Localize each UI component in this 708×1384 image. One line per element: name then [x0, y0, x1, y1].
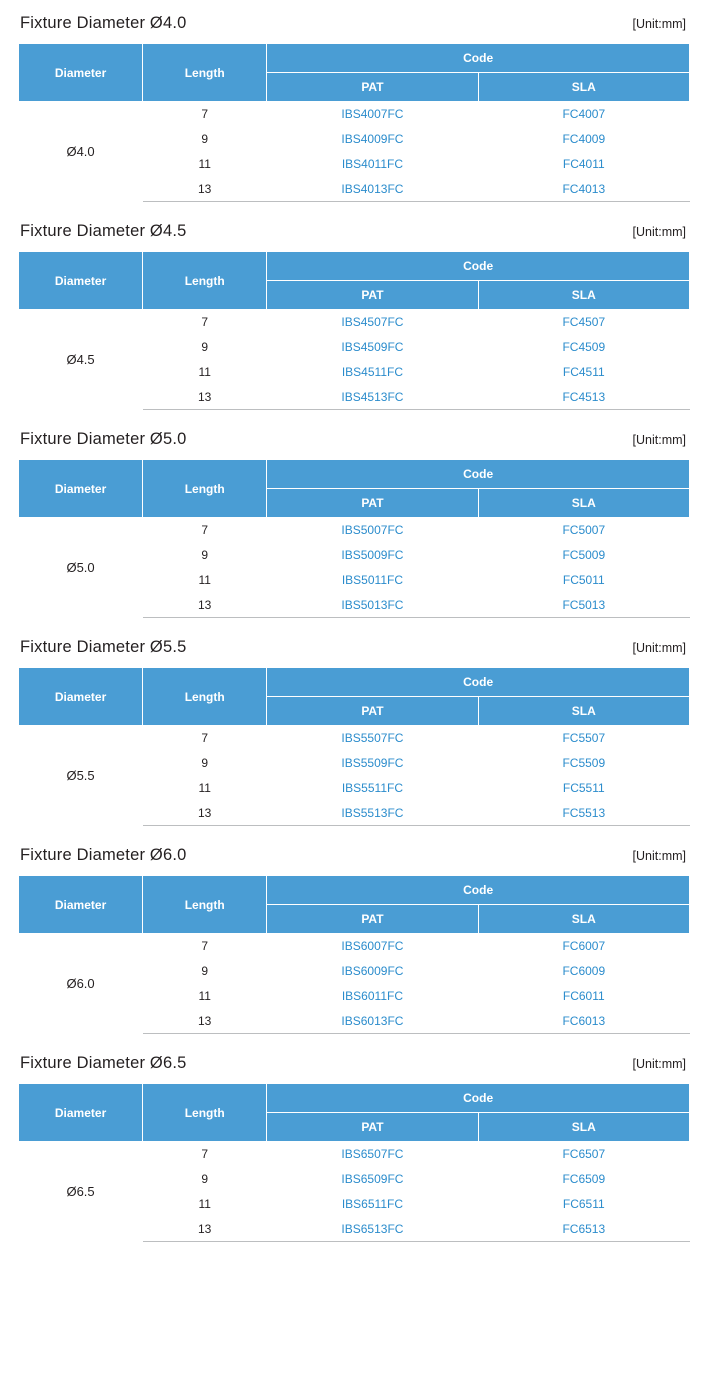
diameter-value: Ø5.5	[19, 726, 143, 826]
col-header-code: Code	[267, 460, 690, 489]
sla-code: FC4511	[478, 360, 689, 385]
col-header-length: Length	[143, 460, 267, 518]
col-header-length: Length	[143, 876, 267, 934]
unit-label: [Unit:mm]	[632, 225, 686, 239]
fixture-section	[18, 430, 690, 618]
length-value: 9	[143, 959, 267, 984]
col-header-code: Code	[267, 1084, 690, 1113]
section-header	[18, 1054, 690, 1073]
length-value: 9	[143, 751, 267, 776]
length-value: 7	[143, 518, 267, 543]
unit-label: [Unit:mm]	[632, 17, 686, 31]
section-title: Fixture Diameter Ø6.5	[20, 1054, 187, 1072]
col-header-pat: PAT	[267, 697, 478, 726]
pat-code: IBS4009FC	[267, 127, 478, 152]
sla-code: FC5509	[478, 751, 689, 776]
section-title: Fixture Diameter Ø5.5	[20, 638, 187, 656]
length-value: 7	[143, 310, 267, 335]
pat-code: IBS6011FC	[267, 984, 478, 1009]
spec-table	[18, 459, 690, 618]
sla-code: FC6009	[478, 959, 689, 984]
sla-code: FC5013	[478, 593, 689, 618]
col-header-length: Length	[143, 668, 267, 726]
pat-code: IBS6509FC	[267, 1167, 478, 1192]
sla-code: FC6509	[478, 1167, 689, 1192]
col-header-pat: PAT	[267, 1113, 478, 1142]
length-value: 9	[143, 335, 267, 360]
sla-code: FC6511	[478, 1192, 689, 1217]
length-value: 13	[143, 177, 267, 202]
fixture-section	[18, 222, 690, 410]
pat-code: IBS4011FC	[267, 152, 478, 177]
sla-code: FC6011	[478, 984, 689, 1009]
table-row	[19, 518, 690, 543]
length-value: 13	[143, 801, 267, 826]
sla-code: FC4013	[478, 177, 689, 202]
length-value: 11	[143, 1192, 267, 1217]
col-header-sla: SLA	[478, 73, 689, 102]
sla-code: FC5511	[478, 776, 689, 801]
length-value: 13	[143, 1217, 267, 1242]
length-value: 13	[143, 1009, 267, 1034]
fixture-section	[18, 14, 690, 202]
table-row	[19, 102, 690, 127]
fixture-section	[18, 638, 690, 826]
pat-code: IBS4507FC	[267, 310, 478, 335]
section-header	[18, 430, 690, 449]
col-header-code: Code	[267, 252, 690, 281]
section-header	[18, 14, 690, 33]
sla-code: FC6013	[478, 1009, 689, 1034]
spec-table	[18, 875, 690, 1034]
col-header-code: Code	[267, 668, 690, 697]
spec-table	[18, 251, 690, 410]
pat-code: IBS6013FC	[267, 1009, 478, 1034]
diameter-value: Ø6.5	[19, 1142, 143, 1242]
table-header-row	[19, 1084, 690, 1113]
unit-label: [Unit:mm]	[632, 433, 686, 447]
col-header-sla: SLA	[478, 489, 689, 518]
unit-label: [Unit:mm]	[632, 1057, 686, 1071]
sla-code: FC6513	[478, 1217, 689, 1242]
section-header	[18, 638, 690, 657]
col-header-diameter: Diameter	[19, 1084, 143, 1142]
pat-code: IBS4007FC	[267, 102, 478, 127]
section-header	[18, 222, 690, 241]
pat-code: IBS5009FC	[267, 543, 478, 568]
sla-code: FC6507	[478, 1142, 689, 1167]
col-header-code: Code	[267, 876, 690, 905]
section-title: Fixture Diameter Ø4.5	[20, 222, 187, 240]
pat-code: IBS5011FC	[267, 568, 478, 593]
col-header-pat: PAT	[267, 281, 478, 310]
col-header-length: Length	[143, 252, 267, 310]
length-value: 13	[143, 593, 267, 618]
spec-table	[18, 667, 690, 826]
length-value: 7	[143, 102, 267, 127]
sla-code: FC5007	[478, 518, 689, 543]
section-title: Fixture Diameter Ø5.0	[20, 430, 187, 448]
fixture-section	[18, 846, 690, 1034]
sla-code: FC5513	[478, 801, 689, 826]
length-value: 7	[143, 934, 267, 959]
sla-code: FC4507	[478, 310, 689, 335]
table-header-row	[19, 44, 690, 73]
table-row	[19, 1142, 690, 1167]
table-header-row	[19, 460, 690, 489]
col-header-diameter: Diameter	[19, 460, 143, 518]
length-value: 11	[143, 152, 267, 177]
col-header-pat: PAT	[267, 73, 478, 102]
sla-code: FC5009	[478, 543, 689, 568]
sla-code: FC4509	[478, 335, 689, 360]
fixture-section	[18, 1054, 690, 1242]
unit-label: [Unit:mm]	[632, 641, 686, 655]
col-header-diameter: Diameter	[19, 252, 143, 310]
table-header-row	[19, 668, 690, 697]
pat-code: IBS4509FC	[267, 335, 478, 360]
length-value: 7	[143, 1142, 267, 1167]
sla-code: FC6007	[478, 934, 689, 959]
table-row	[19, 310, 690, 335]
col-header-pat: PAT	[267, 489, 478, 518]
table-header-row	[19, 252, 690, 281]
diameter-value: Ø4.0	[19, 102, 143, 202]
col-header-sla: SLA	[478, 1113, 689, 1142]
col-header-diameter: Diameter	[19, 876, 143, 934]
pat-code: IBS5513FC	[267, 801, 478, 826]
pat-code: IBS5013FC	[267, 593, 478, 618]
spec-table	[18, 43, 690, 202]
pat-code: IBS4013FC	[267, 177, 478, 202]
pat-code: IBS5507FC	[267, 726, 478, 751]
unit-label: [Unit:mm]	[632, 849, 686, 863]
length-value: 11	[143, 360, 267, 385]
table-header-row	[19, 876, 690, 905]
pat-code: IBS4513FC	[267, 385, 478, 410]
pat-code: IBS4511FC	[267, 360, 478, 385]
diameter-value: Ø4.5	[19, 310, 143, 410]
section-header	[18, 846, 690, 865]
col-header-sla: SLA	[478, 697, 689, 726]
section-title: Fixture Diameter Ø4.0	[20, 14, 187, 32]
sla-code: FC5507	[478, 726, 689, 751]
pat-code: IBS5511FC	[267, 776, 478, 801]
col-header-length: Length	[143, 44, 267, 102]
length-value: 11	[143, 776, 267, 801]
length-value: 11	[143, 568, 267, 593]
col-header-sla: SLA	[478, 281, 689, 310]
sla-code: FC4007	[478, 102, 689, 127]
section-title: Fixture Diameter Ø6.0	[20, 846, 187, 864]
sla-code: FC5011	[478, 568, 689, 593]
pat-code: IBS6507FC	[267, 1142, 478, 1167]
col-header-sla: SLA	[478, 905, 689, 934]
col-header-pat: PAT	[267, 905, 478, 934]
length-value: 7	[143, 726, 267, 751]
diameter-value: Ø6.0	[19, 934, 143, 1034]
length-value: 9	[143, 127, 267, 152]
col-header-diameter: Diameter	[19, 44, 143, 102]
diameter-value: Ø5.0	[19, 518, 143, 618]
table-row	[19, 726, 690, 751]
spec-table	[18, 1083, 690, 1242]
length-value: 9	[143, 543, 267, 568]
col-header-diameter: Diameter	[19, 668, 143, 726]
pat-code: IBS5007FC	[267, 518, 478, 543]
sla-code: FC4513	[478, 385, 689, 410]
pat-code: IBS6513FC	[267, 1217, 478, 1242]
pat-code: IBS6009FC	[267, 959, 478, 984]
pat-code: IBS5509FC	[267, 751, 478, 776]
length-value: 13	[143, 385, 267, 410]
pat-code: IBS6511FC	[267, 1192, 478, 1217]
col-header-code: Code	[267, 44, 690, 73]
length-value: 11	[143, 984, 267, 1009]
length-value: 9	[143, 1167, 267, 1192]
col-header-length: Length	[143, 1084, 267, 1142]
sla-code: FC4011	[478, 152, 689, 177]
pat-code: IBS6007FC	[267, 934, 478, 959]
table-row	[19, 934, 690, 959]
sla-code: FC4009	[478, 127, 689, 152]
